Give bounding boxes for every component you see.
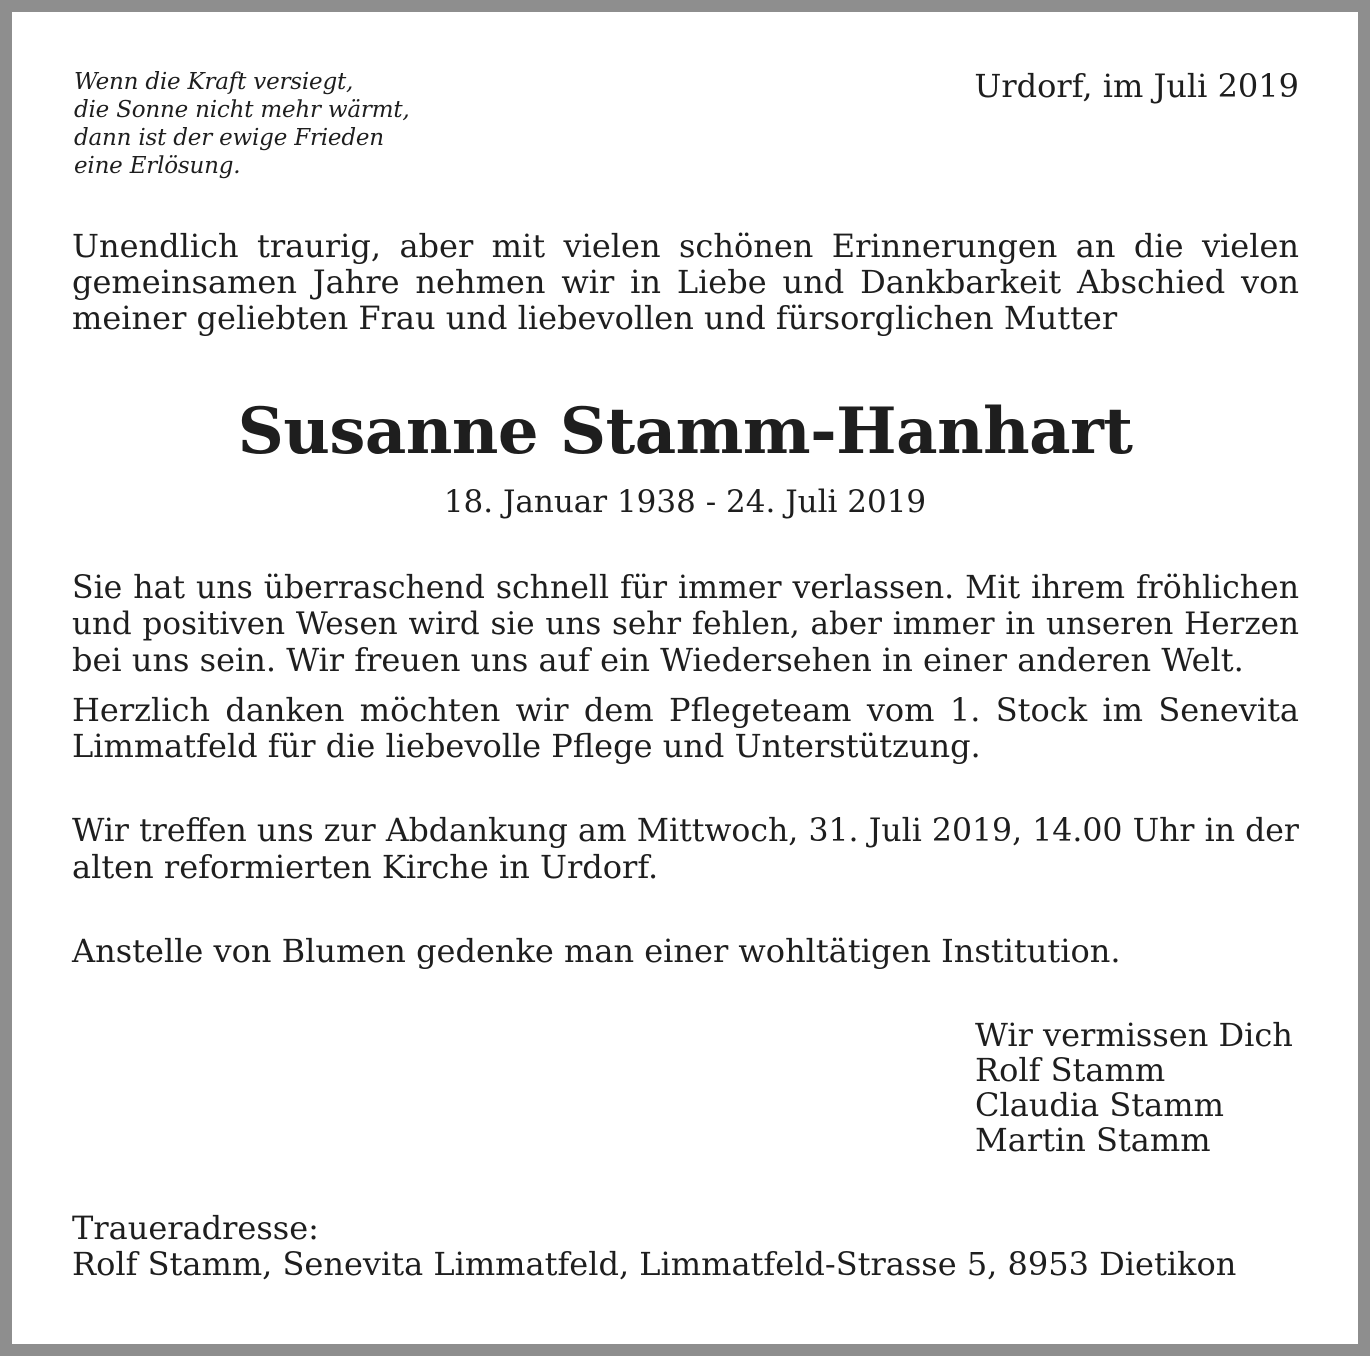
paragraph-ceremony [72, 813, 1299, 885]
life-dates: 18. Januar 1938 - 24. Juli 2019 [443, 484, 927, 520]
signoff-line: Wir vermissen Dich [975, 1016, 1293, 1054]
farewell-line: und positiven Wesen wird sie uns sehr fehlen, aber immer in unseren Herzen [72, 606, 1299, 642]
deceased-name: Susanne Stamm-Hanhart [237, 394, 1133, 469]
signoff-name: Claudia Stamm [975, 1086, 1224, 1124]
paragraph-farewell [72, 570, 1299, 678]
signoff-name: Rolf Stamm [975, 1051, 1166, 1089]
intro-paragraph [72, 228, 1299, 336]
paragraph-thanks [72, 692, 1299, 764]
ceremony-line: alten reformierten Kirche in Urdorf. [72, 848, 659, 886]
obituary-notice [12, 12, 1358, 1344]
mourning-address [72, 1210, 1236, 1282]
place-date: Urdorf, im Juli 2019 [974, 67, 1299, 105]
thanks-line: Limmatfeld für die liebevolle Pflege und Unterstützung. [72, 727, 981, 765]
signoff-block [975, 1018, 1293, 1158]
farewell-line: bei uns sein. Wir freuen uns auf ein Wiedersehen in einer anderen Welt. [72, 641, 1244, 679]
signoff-name: Martin Stamm [975, 1121, 1211, 1159]
motto-line: Wenn die Kraft versiegt, [74, 69, 354, 95]
address-text: Rolf Stamm, Senevita Limmatfeld, Limmatfeld-Strasse 5, 8953 Dietikon [72, 1245, 1237, 1283]
thanks-line: Herzlich danken möchten wir dem Pflegeteam vom 1. Stock im Senevita [72, 691, 1299, 729]
motto-line: die Sonne nicht mehr wärmt, [74, 97, 410, 123]
intro-line: Unendlich traurig, aber mit vielen schönen Erinnerungen an die vielen [72, 227, 1299, 265]
paragraph-flowers [72, 933, 1299, 969]
motto-verse [74, 68, 409, 180]
intro-line: meiner geliebten Frau und liebevollen und fürsorglichen Mutter [72, 299, 1118, 337]
intro-line: gemeinsamen Jahre nehmen wir in Liebe und Dankbarkeit Abschied von [72, 263, 1299, 301]
address-label: Traueradresse: [72, 1209, 319, 1247]
motto-line: eine Erlösung. [74, 153, 241, 179]
flowers-note: Anstelle von Blumen gedenke man einer wohltätigen Institution. [72, 932, 1121, 970]
ceremony-line: Wir treffen uns zur Abdankung am Mittwoch, 31. Juli 2019, 14.00 Uhr in der [72, 813, 1299, 849]
farewell-line: Sie hat uns überraschend schnell für immer verlassen. Mit ihrem fröhlichen [72, 570, 1299, 606]
motto-line: dann ist der ewige Frieden [74, 125, 384, 151]
